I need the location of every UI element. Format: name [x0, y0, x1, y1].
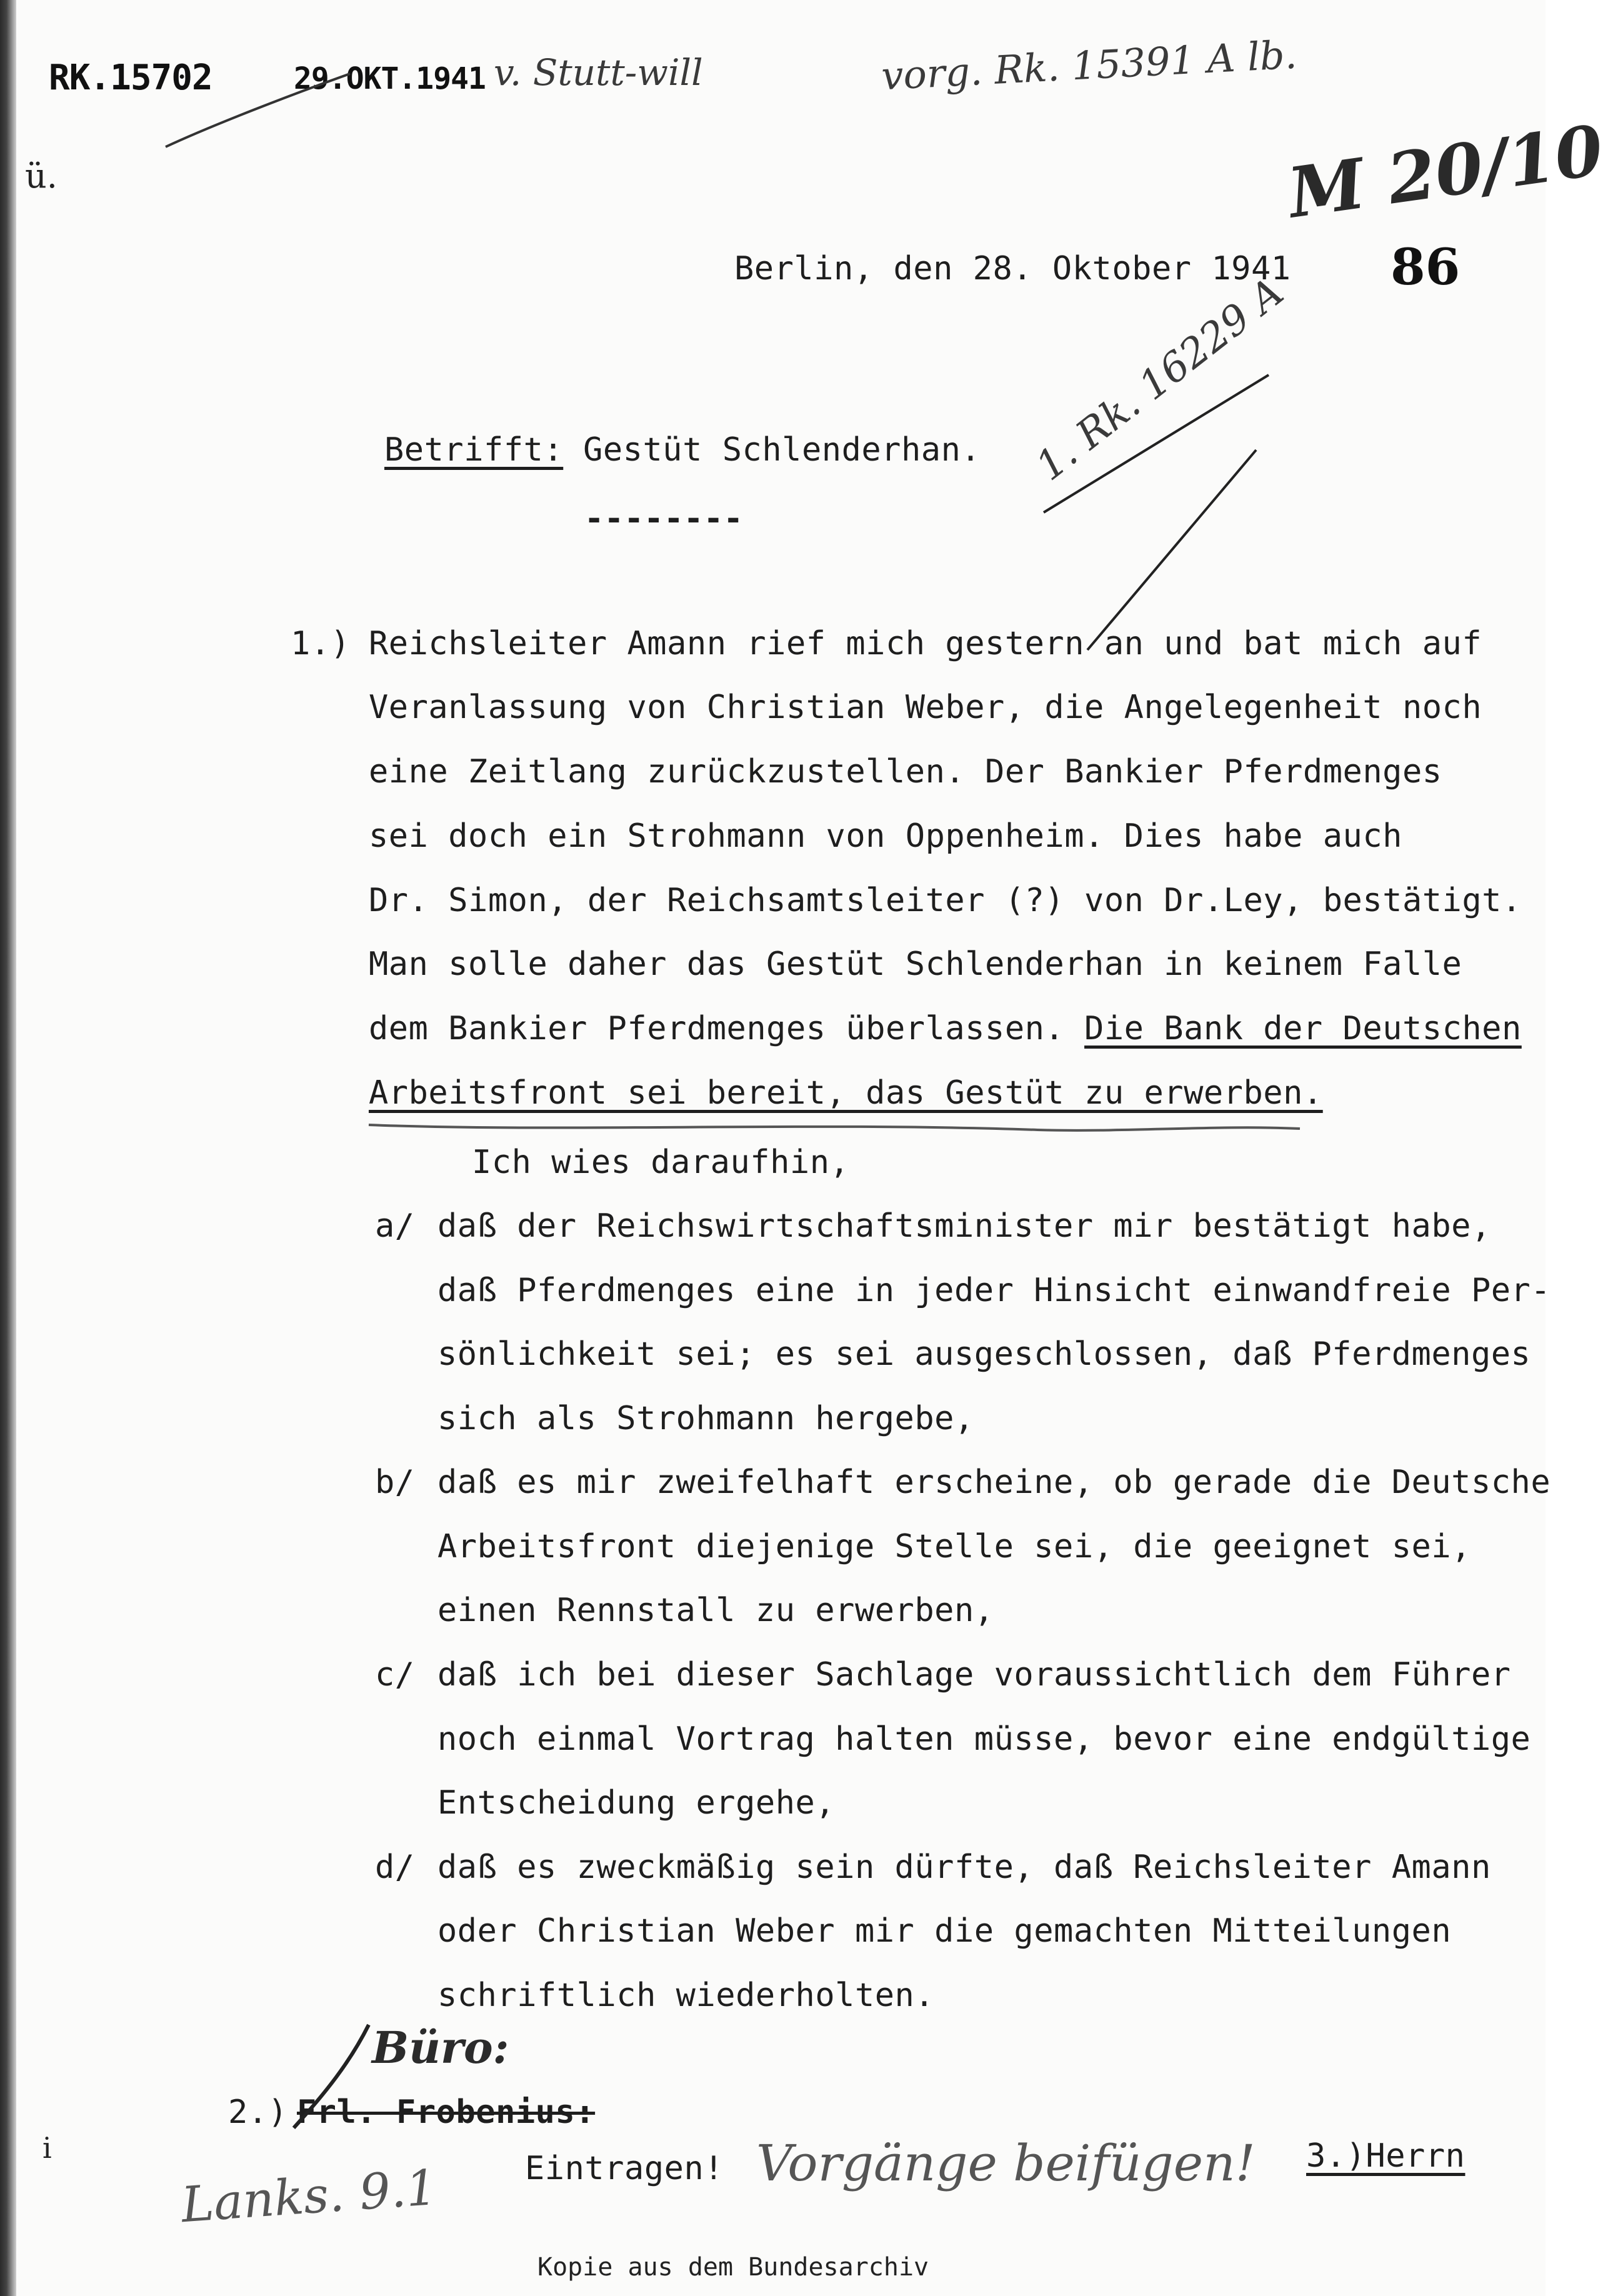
place-date: Berlin, den 28. Oktober 1941 [734, 250, 1291, 287]
item-c-line: Entscheidung ergehe, [437, 1784, 836, 1822]
left-edge-fragment: i [42, 2131, 52, 2165]
reference-stroke-2 [1087, 450, 1256, 650]
item-d-line: schriftlich wiederholten. [437, 1977, 935, 2014]
section-2-instruction: Eintragen! [525, 2150, 724, 2187]
item-c-line: noch einmal Vortrag halten müsse, bevor eine endgültige [437, 1720, 1531, 1758]
section-1-line: sei doch ein Strohmann von Oppenheim. Dies habe auch [369, 817, 1402, 855]
item-a-line: daß Pferdmenges eine in jeder Hinsicht einwandfreie Per- [437, 1272, 1551, 1309]
item-d-marker: d/ [375, 1849, 415, 1886]
item-b-line: daß es mir zweifelhaft erscheine, ob gerade die Deutsche [437, 1464, 1551, 1501]
archive-footer: Kopie aus dem Bundesarchiv [537, 2253, 929, 2282]
binding-edge [0, 0, 16, 2296]
handwritten-margin-note: Lanks. 9.1 [179, 2159, 439, 2234]
section-1-intro: Ich wies daraufhin, [472, 1144, 850, 1181]
section-1-line-7-plain: dem Bankier Pferdmenges überlassen. [369, 1010, 1065, 1047]
left-margin-mark: ü. [25, 156, 57, 196]
item-d-line: oder Christian Weber mir die gemachten Mitteilungen [437, 1912, 1452, 1950]
item-b-line: einen Rennstall zu erwerben, [437, 1592, 994, 1629]
section-1-line: eine Zeitlang zurückzustellen. Der Bankier Pferdmenges [369, 753, 1442, 791]
section-1-line-8-underlined: Arbeitsfront sei bereit, das Gestüt zu erwerben. [369, 1074, 1323, 1112]
section-3-herrn: 3.)Herrn [1306, 2137, 1466, 2175]
subject-line [384, 431, 981, 469]
section-1-number: 1.) [291, 625, 351, 662]
section-1-line [369, 1010, 1522, 1047]
registration-stamp-number: RK.15702 [49, 57, 212, 98]
subject-text: Gestüt Schlenderhan. [583, 431, 981, 469]
section-2-struck-name: Frl. Frobenius: [297, 2094, 596, 2131]
section-1-line-7-underlined: Die Bank der Deutschen [1084, 1010, 1522, 1047]
subject-label: Betrifft: [384, 431, 564, 469]
section-2-number: 2.) [228, 2094, 288, 2131]
item-a-line: sich als Strohmann hergebe, [437, 1400, 974, 1437]
section-1-line: Man solle daher das Gestüt Schlenderhan in keinem Falle [369, 946, 1462, 983]
item-a-marker: a/ [375, 1207, 415, 1245]
handwritten-buero: Büro: [372, 2022, 509, 2074]
section-1-line: Veranlassung von Christian Weber, die Angelegenheit noch [369, 689, 1482, 726]
section-1-line: Dr. Simon, der Reichsamtsleiter (?) von Dr.Ley, bestätigt. [369, 882, 1522, 919]
subject-rule: -------- [584, 500, 744, 537]
item-d-line: daß es zweckmäßig sein dürfte, daß Reichsleiter Amann [437, 1849, 1491, 1886]
handwritten-initials: M 20/10 [1283, 109, 1608, 234]
section-1-line: Reichsleiter Amann rief mich gestern an und bat mich auf [369, 625, 1482, 662]
page-number: 86 [1391, 237, 1461, 296]
item-b-line: Arbeitsfront diejenige Stelle sei, die geeignet sei, [437, 1528, 1471, 1565]
item-c-line: daß ich bei dieser Sachlage voraussichtlich dem Führer [437, 1656, 1511, 1694]
item-b-marker: b/ [375, 1464, 415, 1501]
prior-reference-note: vorg. Rk. 15391 A lb. [880, 31, 1298, 99]
registration-stamp-date: 29.OKT.1941 [294, 61, 486, 96]
underline-wave [369, 1125, 1300, 1131]
item-a-line: sönlichkeit sei; es sei ausgeschlossen, daß Pferdmenges [437, 1335, 1531, 1373]
item-c-marker: c/ [375, 1656, 415, 1694]
reference-note: 1. Rk. 16229 A [1027, 269, 1292, 490]
stamp-handwritten-annotation: v. Stutt-will [494, 51, 703, 94]
handwritten-note-attach: Vorgänge beifügen! [756, 2134, 1256, 2192]
item-a-line: daß der Reichswirtschaftsminister mir bestätigt habe, [437, 1207, 1491, 1245]
